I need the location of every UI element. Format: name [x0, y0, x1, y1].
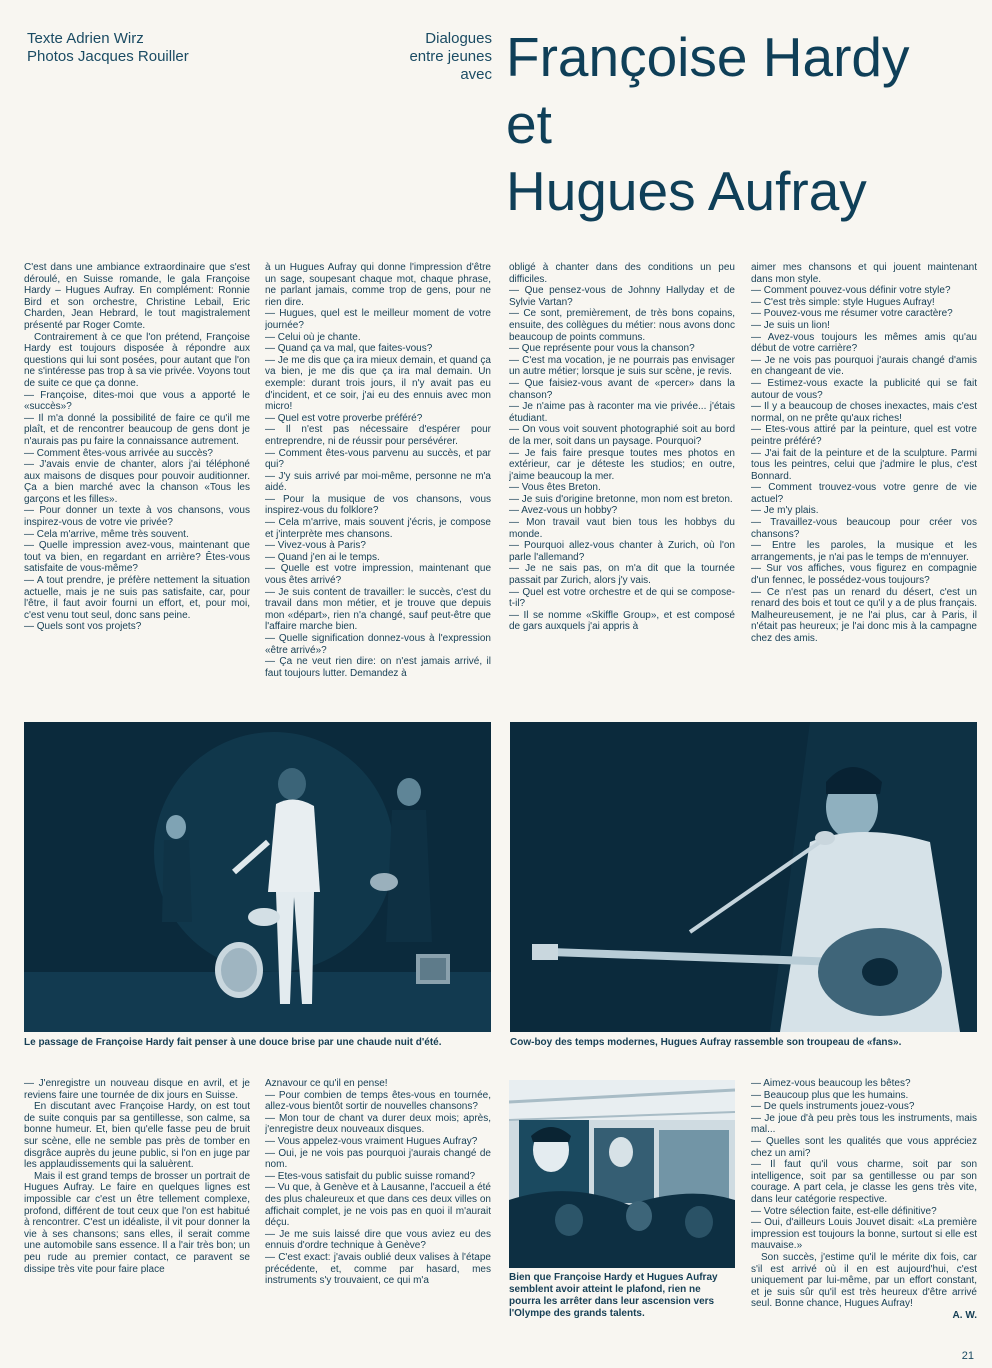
paragraph: — Il y a beaucoup de choses inexactes, mais c'est normal, on ne prête qu'aux riches!	[751, 401, 977, 424]
paragraph: Contrairement à ce que l'on prétend, Françoise Hardy est toujours disposée à répondre aux questions qui lui sont posées, pour autant que l'on ne s'intéresse pas trop à sa vie privée. Voyons tout de suite ce que ça donne.	[24, 331, 250, 389]
paragraph: — Je me suis laissé dire que vous aviez eu des ennuis d'ordre technique à Genève?	[265, 1228, 491, 1252]
paragraph: — Je ne vois pas pourquoi j'aurais changé d'amis en changeant de vie.	[751, 354, 977, 378]
paragraph: — Ça ne veut rien dire: on n'est jamais arrivé, il faut toujours lutter. Demandez à	[265, 656, 491, 679]
paragraph: — Cela m'arrive, mais souvent j'écris, je compose et j'interprète mes chansons.	[265, 517, 491, 540]
paragraph: — Comment êtes-vous arrivée au succès?	[24, 447, 213, 459]
paragraph: — Comment trouvez-vous votre genre de vie actuel?	[751, 482, 977, 505]
paragraph: — Je suis d'origine bretonne, mon nom est breton.	[509, 493, 733, 505]
paragraph: — Pour donner un texte à vos chansons, vous inspirez-vous de votre vie privée?	[24, 505, 250, 529]
paragraph: — Quelles sont les qualités que vous appréciez chez un ami?	[751, 1135, 977, 1159]
paragraph: à un Hugues Aufray qui donne l'impression d'être un sage, soupesant chaque mot, chaque phrase, ne parlant jamais, comme trop de gens, pour ne rien dire.	[265, 262, 491, 308]
caption-photo-right: Cow-boy des temps modernes, Hugues Aufray rassemble son troupeau de «fans».	[510, 1037, 902, 1048]
paragraph: En discutant avec Françoise Hardy, on est tout de suite conquis par sa gentillesse, son calme, sa bonne humeur. Et, bien qu'elle fasse peu de bruit sur scène, elle ne semble pas près de tomber en disgrâce auprès du jeune public, si l'on en juge par les applaudissements qui la saluèrent.	[24, 1101, 250, 1171]
credit-photographer: Photos Jacques Rouiller	[27, 48, 189, 65]
paragraph: — J'ai fait de la peinture et de la sculpture. Parmi tous les peintres, celui que j'admire le plus, c'est Bonnard.	[751, 447, 977, 482]
paragraph: — Quelle impression avez-vous, maintenant que tout va bien, en regardant en arrière? Êtes-vous satisfaite de vous-même?	[24, 540, 250, 575]
headline-line-3: Hugues Aufray	[506, 160, 867, 222]
photo-francoise-hardy-stage	[24, 722, 491, 1032]
paragraph: — Ce sont, premièrement, de très bons copains, ensuite, des collègues du métier: nous avons donc beaucoup de points communs.	[509, 308, 735, 343]
paragraph: — Quelle signification donnez-vous à l'expression «être arrivé»?	[265, 633, 491, 656]
paragraph: — Je suis un lion!	[751, 319, 830, 331]
guitar-photo-illustration	[510, 722, 977, 1032]
paragraph: — Avez-vous un hobby?	[509, 505, 618, 517]
paragraph: C'est dans une ambiance extraordinaire que s'est déroulé, en Suisse romande, le gala Françoise Hardy – Hugues Aufray. En complément: Ronnie Bird et son orchestre, Christine Lebail, Eric Charden, Jean Hebrard, le tout magistralement présenté par Roger Comte.	[24, 262, 250, 331]
article-column-5	[24, 1078, 250, 1340]
paragraph: — Pouvez-vous me résumer votre caractère?	[751, 308, 953, 320]
paragraph: Aznavour ce qu'il en pense!	[265, 1078, 388, 1089]
headline-line-2: et	[506, 93, 552, 155]
photo-crowd-fans	[509, 1080, 735, 1268]
article-column-7-body	[751, 1078, 977, 1310]
paragraph: — Quand ça va mal, que faites-vous?	[265, 343, 433, 355]
stage-photo-illustration	[24, 722, 491, 1032]
paragraph: — Je m'y plais.	[751, 505, 819, 517]
paragraph: — Mon travail vaut bien tous les hobbys du monde.	[509, 517, 735, 540]
article-column-3	[509, 262, 735, 710]
paragraph: — Quel est votre orchestre et de qui se compose-t-il?	[509, 586, 735, 610]
paragraph: — Je suis content de travailler: le succès, c'est du travail dans mon métier, et je trouve que depuis mon «départ», rien n'a changé, sauf peut-être que l'affaire marche bien.	[265, 586, 491, 633]
credit-text-author: Texte Adrien Wirz	[27, 30, 144, 47]
paragraph: — Votre sélection faite, est-elle définitive?	[751, 1205, 937, 1217]
paragraph: — Celui où je chante.	[265, 331, 361, 343]
photo-hugues-aufray-guitar	[510, 722, 977, 1032]
caption-photo-left: Le passage de Françoise Hardy fait penser à une douce brise par une chaude nuit d'été.	[24, 1037, 442, 1048]
author-signature: A. W.	[952, 1309, 977, 1321]
paragraph: — Il faut qu'il vous charme, soit par son intelligence, soit par sa gentillesse ou par son courage. A part cela, je classe les gens très vite, dans leur catégorie respective.	[751, 1159, 977, 1205]
paragraph: — Je joue d'à peu près tous les instruments, mais mal...	[751, 1112, 977, 1136]
paragraph: — Que représente pour vous la chanson?	[509, 343, 695, 355]
paragraph: — Comment êtes-vous parvenu au succès, et par qui?	[265, 447, 491, 471]
paragraph: — Etes-vous attiré par la peinture, quel est votre peintre préféré?	[751, 424, 977, 447]
paragraph: — Ce n'est pas un renard du désert, c'est un renard des bois et tout ce qu'il y a de plus français. Malheureusement, je ne l'ai plus, car à Paris, il n'était pas heureux; je l'ai donc mis à la campagne chez des amis.	[751, 586, 977, 644]
headline	[506, 24, 992, 225]
paragraph: — Il n'est pas nécessaire d'espérer pour entreprendre, ni de réussir pour persévérer.	[265, 424, 491, 447]
paragraph: Mais il est grand temps de brosser un portrait de Hugues Aufray. Le faire en quelques lignes est impossible car c'est un être tellement complexe, profond, différent de tout ceux que l'on est habitué à rencontrer. C'est un idéaliste, il vit pour donner la vie à ses chansons; sans elles, il serait comme une automobile sans essence. Il a l'air très bon; un peu rude au premier contact, ce paravent se dissipe très vite pour faire place	[24, 1170, 250, 1275]
paragraph: — J'avais envie de chanter, alors j'ai téléphoné aux maisons de disques pour pouvoir auditionner. Ça a bien marché avec la chanson «Tous les garçons et les filles».	[24, 459, 250, 505]
paragraph: — Vous êtes Breton.	[509, 482, 601, 494]
paragraph: — Il m'a donné la possibilité de faire ce qu'il me plaît, et de rencontrer beaucoup de gens dont je n'aurais pas pu faire la connaissance autrement.	[24, 412, 250, 447]
paragraph: — Vivez-vous à Paris?	[265, 540, 366, 552]
paragraph: — A tout prendre, je préfère nettement la situation actuelle, mais je ne suis pas satisfaite, car, pour l'être, il faut avoir fourni un effort, et, pour moi, c'est venu tout seul, donc sans peine.	[24, 575, 250, 621]
paragraph: — Aimez-vous beaucoup les bêtes?	[751, 1078, 911, 1089]
credits	[27, 30, 189, 66]
paragraph: — Hugues, quel est le meilleur moment de votre journée?	[265, 308, 491, 331]
paragraph: — Quels sont vos projets?	[24, 621, 142, 633]
caption-photo-small: Bien que Françoise Hardy et Hugues Aufray semblent avoir atteint le plafond, rien ne pourra les arrêter dans leur ascension vers l'Olympe des grands talents.	[509, 1272, 718, 1319]
paragraph: aimer mes chansons et qui jouent maintenant dans mon style.	[751, 262, 977, 285]
paragraph: — Avez-vous toujours les mêmes amis qu'au début de votre carrière?	[751, 331, 977, 355]
paragraph: — C'est très simple: style Hugues Aufray!	[751, 296, 935, 308]
paragraph: — Quelle est votre impression, maintenant que vous êtes arrivé?	[265, 563, 491, 587]
paragraph: — Beaucoup plus que les humains.	[751, 1089, 909, 1101]
paragraph: — Que pensez-vous de Johnny Hallyday et de Sylvie Vartan?	[509, 285, 735, 308]
paragraph: — Mon tour de chant va durer deux mois; après, j'enregistre deux nouveaux disques.	[265, 1112, 491, 1136]
paragraph: — Comment pouvez-vous définir votre style?	[751, 285, 951, 297]
paragraph: — C'est exact: j'avais oublié deux valises à l'étape précédente, et, comme par hasard, mes instruments s'y trouvaient, ce qui m'a	[265, 1251, 491, 1287]
paragraph: — Oui, d'ailleurs Louis Jouvet disait: «La première impression est toujours la bonne, surtout si elle est mauvaise.»	[751, 1217, 977, 1252]
article-column-7	[751, 1078, 977, 1346]
paragraph: — Sur vos affiches, vous figurez en compagnie d'un fennec, le possédez-vous toujours?	[751, 563, 977, 587]
paragraph: — Je n'aime pas à raconter ma vie privée... j'étais étudiant.	[509, 401, 735, 424]
paragraph: — Françoise, dites-moi que vous a apporté le «succès»?	[24, 389, 250, 413]
paragraph: — Pourquoi allez-vous chanter à Zurich, où l'on parle l'allemand?	[509, 540, 735, 563]
paragraph: Son succès, j'estime qu'il le mérite dix fois, car s'il est arrivé où il en est aujourd'hui, c'est uniquement par lui-même, par un effort constant, et je suis sûr qu'il est très heureux d'être arrivé seul. Bonne chance, Hugues Aufray!	[751, 1251, 977, 1310]
page-number: 21	[961, 1350, 974, 1362]
paragraph: — Vous appelez-vous vraiment Hugues Aufray?	[265, 1135, 478, 1147]
article-column-2	[265, 262, 491, 710]
kicker-line-1: Dialogues	[425, 30, 492, 47]
paragraph: — J'y suis arrivé par moi-même, personne ne m'a aidé.	[265, 470, 491, 494]
paragraph: — On vous voit souvent photographié soit au bord de la mer, soit dans un paysage. Pourquoi?	[509, 424, 735, 447]
paragraph: — Entre les paroles, la musique et les arrangements, je n'ai pas le temps de m'ennuyer.	[751, 540, 977, 563]
paragraph: — Oui, je ne vois pas pourquoi j'aurais changé de nom.	[265, 1147, 491, 1171]
kicker-line-3: avec	[460, 66, 492, 83]
crowd-photo-illustration	[509, 1080, 735, 1268]
paragraph: — Cela m'arrive, même très souvent.	[24, 528, 189, 540]
article-column-1	[24, 262, 250, 710]
paragraph: — Je me dis que ça ira mieux demain, et quand ça va bien, je me dis que ça ira mal demain. Un exemple: durant trois jours, il n'y avait pas eu d'incident, et ce soir, j'ai eu des ennuis avec mon micro!	[265, 354, 491, 413]
paragraph: — Que faisiez-vous avant de «percer» dans la chanson?	[509, 377, 735, 401]
paragraph: — Estimez-vous exacte la publicité qui se fait autour de vous?	[751, 377, 977, 401]
paragraph: — Pour la musique de vos chansons, vous inspirez-vous du folklore?	[265, 493, 491, 517]
paragraph: — Je ne sais pas, on m'a dit que la tournée passait par Zurich, alors j'y vais.	[509, 563, 735, 587]
paragraph: — Travaillez-vous beaucoup pour créer vos chansons?	[751, 517, 977, 540]
paragraph: — Vu que, à Genève et à Lausanne, l'accueil a été des plus chaleureux et que dans ces deux villes on affichait complet, je ne vois pas en quoi il m'aurait déçu.	[265, 1182, 491, 1229]
paragraph: obligé à chanter dans des conditions un peu difficiles.	[509, 262, 735, 285]
kicker-line-2: entre jeunes	[409, 48, 492, 65]
paragraph: — C'est ma vocation, je ne pourrais pas envisager un autre métier; lorsque je suis sur scène, je revis.	[509, 354, 735, 378]
paragraph: — Etes-vous satisfait du public suisse romand?	[265, 1170, 476, 1182]
paragraph: — Quand j'en ai le temps.	[265, 551, 380, 563]
paragraph: — Pour combien de temps êtes-vous en tournée, allez-vous bientôt sortir de nouvelles chansons?	[265, 1089, 491, 1113]
paragraph: — Je fais faire presque toutes mes photos en extérieur, car je déteste les studios; en outre, j'aime beaucoup la mer.	[509, 447, 735, 482]
paragraph: — Il se nomme «Skiffle Group», et est composé de gars auxquels j'ai appris à	[509, 609, 735, 633]
kicker	[370, 30, 492, 84]
article-column-6	[265, 1078, 491, 1340]
paragraph: — Quel est votre proverbe préféré?	[265, 412, 423, 424]
paragraph: — J'enregistre un nouveau disque en avril, et je reviens faire une tournée de dix jours en Suisse.	[24, 1078, 250, 1101]
headline-line-1: Françoise Hardy	[506, 26, 910, 88]
paragraph: — De quels instruments jouez-vous?	[751, 1101, 915, 1113]
article-column-4	[751, 262, 977, 710]
